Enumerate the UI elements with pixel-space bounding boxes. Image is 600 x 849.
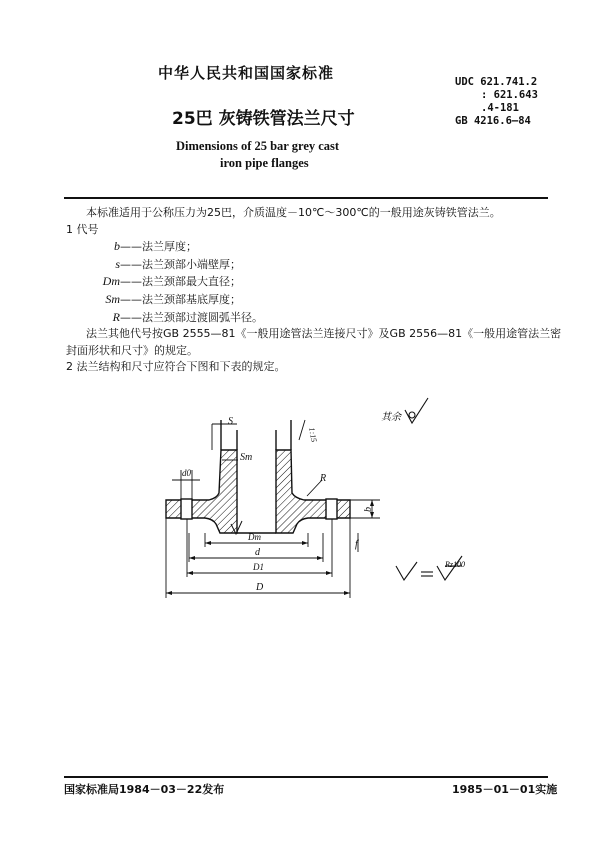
section-2-heading: 2 法兰结构和尺寸应符合下图和下表的规定。 <box>66 360 286 374</box>
page-title: 25巴 灰铸铁管法兰尺寸 <box>172 109 355 129</box>
reference-line-cont: 封面形状和尺寸》的规定。 <box>66 343 198 357</box>
definition-text: ——法兰厚度； <box>120 240 197 254</box>
udc-line: .4-181 <box>481 102 519 114</box>
label-D1: D1 <box>253 562 264 572</box>
gb-number: GB 4216.6—84 <box>455 115 531 127</box>
definition-text: ——法兰颈部小端壁厚； <box>120 257 241 271</box>
definition-symbol: R <box>112 309 120 324</box>
english-title-line1: Dimensions of 25 bar grey cast <box>176 139 340 153</box>
label-S: S <box>228 416 233 427</box>
definition-symbol: b <box>114 239 120 254</box>
definition-symbol: Dm <box>102 274 120 289</box>
label-taper: 1:15 <box>307 426 319 443</box>
definition-text: ——法兰颈部最大直径； <box>120 275 241 289</box>
definition-symbol: Sm <box>105 291 120 306</box>
label-d0: d0 <box>182 468 191 478</box>
definition-text: ——法兰颈部基底厚度； <box>120 292 241 306</box>
issue-date: 国家标准局1984－03－22发布 <box>64 783 225 796</box>
definition-symbol: s <box>115 256 120 271</box>
label-b: b <box>363 507 374 512</box>
udc-line: : 621.643 <box>481 89 538 101</box>
label-Dm: Dm <box>248 532 261 542</box>
flange-right-section <box>276 450 350 533</box>
label-D: D <box>256 582 264 593</box>
bottom-rule <box>64 776 548 778</box>
label-rz: Rz100 <box>445 560 465 569</box>
reference-line: 法兰其他代号按GB 2555—81《一般用途管法兰连接尺寸》及GB 2556—81《一般用途管法兰密 <box>86 327 562 341</box>
section-1-heading: 1 代号 <box>66 222 99 236</box>
issuing-authority: 中华人民共和国国家标准 <box>158 64 335 82</box>
label-R: R <box>320 473 327 484</box>
label-Sm: Sm <box>240 452 253 463</box>
english-title-line2: iron pipe flanges <box>220 156 309 170</box>
effective-date: 1985－01－01实施 <box>452 783 558 796</box>
rest-label: 其余 <box>381 412 401 423</box>
intro-paragraph: 本标准适用于公称压力为25巴，介质温度－10℃～300℃的一般用途灰铸铁管法兰。 <box>86 206 501 219</box>
label-f: f <box>355 539 358 550</box>
flange-left-section <box>166 450 237 533</box>
label-d: d <box>255 547 260 558</box>
definition-text: ——法兰颈部过渡圆弧半径。 <box>120 310 263 324</box>
surface-rest-symbol <box>405 398 428 423</box>
udc-line: UDC 621.741.2 <box>455 76 538 88</box>
